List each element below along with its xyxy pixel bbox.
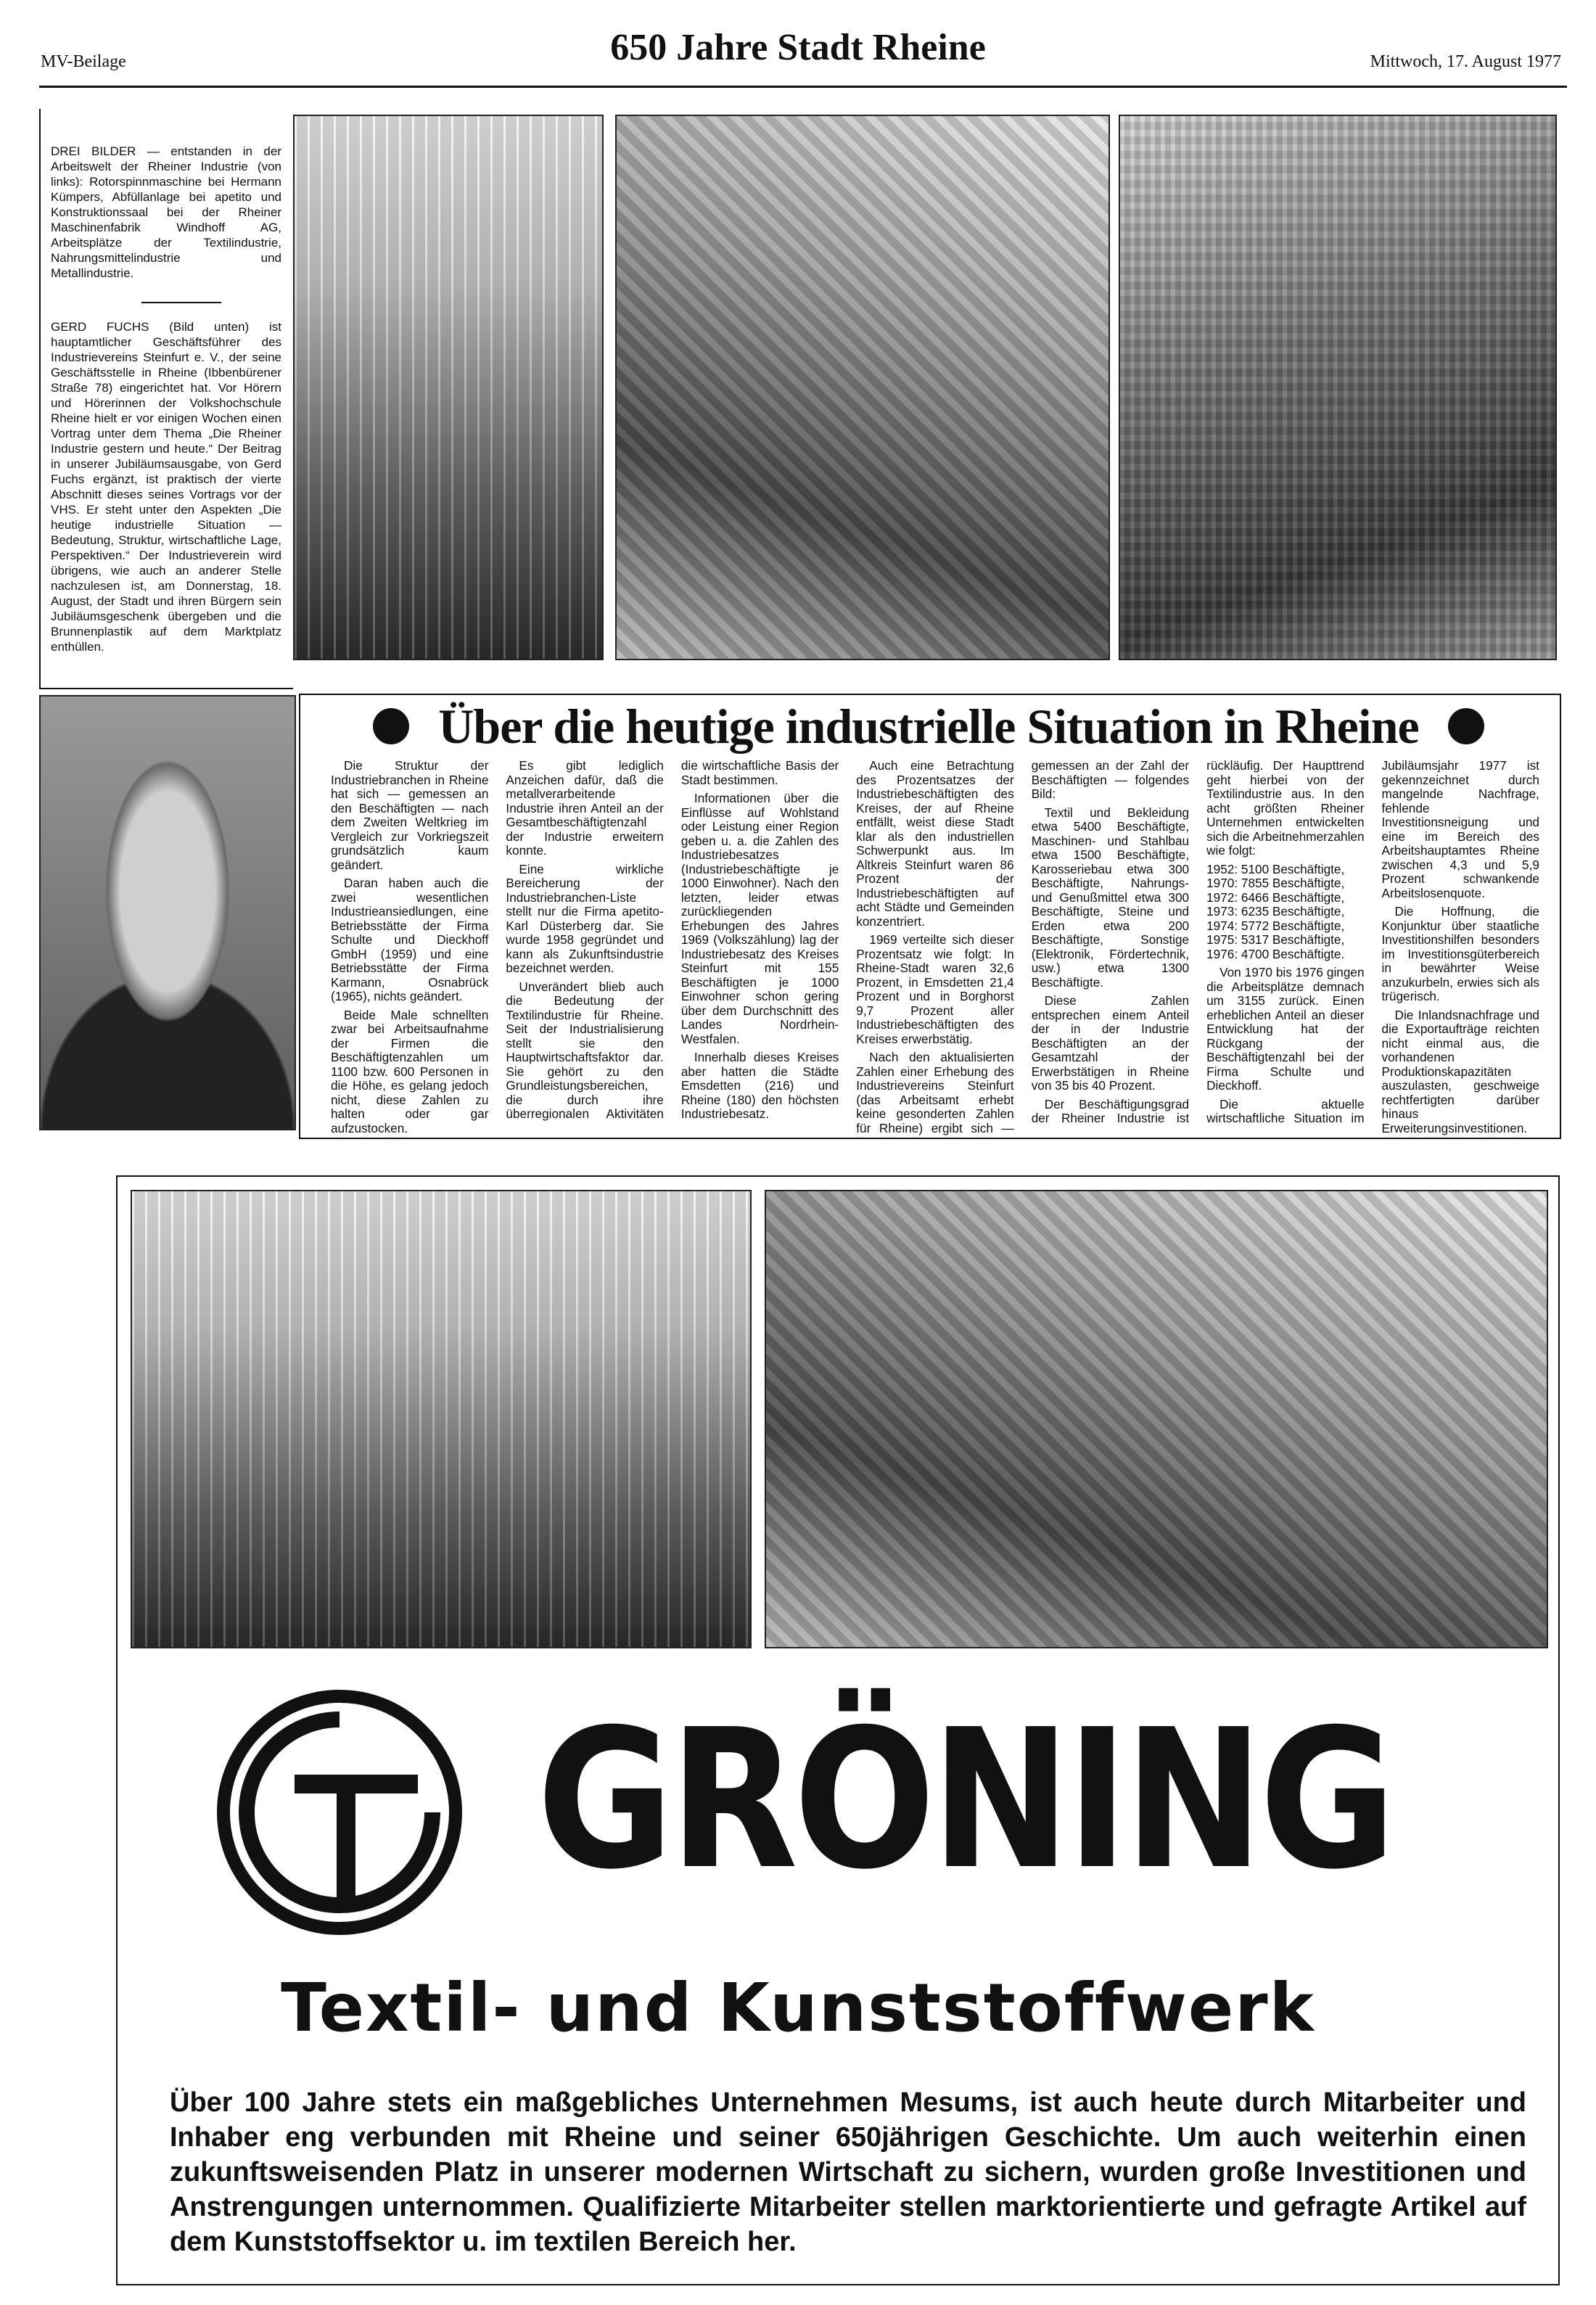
article-paragraph: Der Beschäftigungsgrad der Rheiner Industrie ist rückläufig. Der Haupttrend geht hierbei von der Textilindustrie aus. In den acht größten Rheiner Unternehmen entwickelten sich die Arbeitnehmerzahlen wie folgt:	[1031, 759, 1365, 1125]
sidebar-frame-left	[39, 109, 41, 689]
article-headline: Über die heutige industrielle Situation in Rheine	[438, 698, 1419, 754]
stat-line: 1975: 5317 Beschäftigte,	[1206, 932, 1345, 947]
photo-weaving-hall	[131, 1190, 752, 1648]
photo-filling-plant	[615, 115, 1110, 660]
article-paragraph: 1969 verteilte sich dieser Prozentsatz wie folgt: In Rheine-Stadt waren 32,6 Prozent, in Emsdetten 21,4 Prozent und in Borghorst 9,7 Prozent aller Industriebeschäftigten des Kreises erwerbstätig.	[856, 932, 1014, 1046]
stat-line: 1972: 6466 Beschäftigte,	[1206, 889, 1345, 905]
photo-caption: DREI BILDER — entstanden in der Arbeitswelt der Rheiner Industrie (von links): Rotorspinnmaschine bei Hermann Kümpers, Abfüllanlage bei apetito und Konstruktionssaal bei der Rheiner Maschinenfabrik Windhoff AG, Arbeitsplätze der Textilindustrie, Nahrungsmittelindustrie und Metallindustrie.	[51, 144, 281, 280]
stat-line: 1970: 7855 Beschäftigte,	[1206, 876, 1345, 890]
article-paragraph: Beide Male schnellten zwar bei Arbeitsaufnahme der Firmen die Beschäftigtenzahlen um 1100 bzw. 600 Personen in die Höhe, es gelang jedoch nicht, diese Zahlen zu halten oder gar aufzustocken.	[331, 1007, 489, 1135]
photo-construction-hall	[1119, 115, 1557, 660]
issue-date: Mittwoch, 17. August 1977	[1370, 52, 1561, 71]
ad-copy-text: Über 100 Jahre stets ein maßgebliches Unternehmen Mesums, ist auch heute durch Mitarbeiter und Inhaber eng verbunden mit Rheine und seiner 650jährigen Geschichte. Um auch weiterhin einen zukunftsweisenden Platz in unserer modernen Wirtschaft zu sichern, wurden große Investitionen und Anstrengungen unternommen. Qualifizierte Mitarbeiter stellen marktorientierte und gefragte Artikel auf dem Kunststoffsektor u. im textilen Bereich her.	[170, 2087, 1526, 2257]
headline-bullet-icon	[373, 708, 409, 744]
article-frame-top	[299, 694, 1561, 695]
gt-circle-logo-icon	[215, 1688, 464, 1937]
article-paragraph: Diese Zahlen entsprechen einem Anteil der in der Industrie Beschäftigten an der Gesamtzahl der Erwerbstätigen in Rheine von 35 bis 40 Prozent.	[1031, 993, 1190, 1093]
article-paragraph: Auch eine Betrachtung des Prozentsatzes der Industriebeschäftigten des Kreises, der auf Rheine entfällt, weist diese Stadt klar als den industriellen Schwerpunkt aus. Im Altkreis Steinfurt waren 86 Prozent der Industriebeschäftigten auf acht Städte und Gemeinden konzentriert.	[856, 759, 1014, 929]
article-body	[331, 759, 1539, 1136]
sidebar-captions	[51, 144, 281, 288]
article-paragraph: Eine wirkliche Bereicherung der Industriebranchen-Liste stellt nur die Firma apetito-Karl Düsterberg dar. Sie wurde 1958 gegründet und kann als Zukunftsindustrie bezeichnet werden.	[506, 861, 664, 975]
article-paragraph: Die Hoffnung, die Konjunktur über staatliche Investitionshilfen besonders im Investitionsgüterbereich in bewährter Weise anzukurbeln, erwies sich als trügerisch.	[1381, 904, 1539, 1003]
article-frame-right	[1560, 694, 1561, 1139]
photo-author-portrait	[39, 695, 296, 1130]
stat-line: 1974: 5772 Beschäftigte,	[1206, 918, 1345, 933]
stat-line: 1973: 6235 Beschäftigte,	[1206, 904, 1345, 919]
employment-stats	[1206, 863, 1364, 962]
article-paragraph: Innerhalb dieses Kreises aber hatten die Städte Emsdetten (216) und Rheine (180) den höchsten Industriebesatz.	[680, 1050, 839, 1121]
article-paragraph: Daran haben auch die zwei wesentlichen Industrieansiedlungen, eine Betriebsstätte der Firma Schulte und Dieckhoff GmbH (1959) und eine Betriebsstätte der Firma Karmann, Osnabrück (1965), nichts geändert.	[331, 876, 489, 1003]
author-caption: GERD FUCHS (Bild unten) ist hauptamtlicher Geschäftsführer des Industrievereins Steinfurt e. V., der seine Geschäftsstelle in Rheine (Ibbenbürener Straße 78) eingerichtet hat. Vor Hörern und Hörerinnen der Volkshochschule Rheine hielt er vor einigen Wochen einen Vortrag unter dem Thema „Die Rheiner Industrie gestern und heute.“ Der Beitrag in unserer Jubiläumsausgabe, von Gerd Fuchs ergänzt, ist praktisch der vierte Abschnitt dieses seines Vortrags vor der VHS. Er steht unter den Aspekten „Die heutige industrielle Situation — Bedeutung, Struktur, wirtschaftliche Lage, Perspektiven.“ Der Industrieverein wird übrigens, wie auch an anderer Stelle nachzulesen ist, am Donnerstag, 18. August, der Stadt und ihren Bürgern sein Jubiläumsgeschenk übergeben und die Brunnenplastik auf dem Marktplatz enthüllen.	[51, 320, 281, 654]
article-paragraph: Die aktuelle wirtschaftliche Situation im Jubiläumsjahr 1977 ist gekennzeichnet durch mangelnde Nachfrage, fehlende Investitionsneigung und eine im Bereich des Arbeitshauptamtes Rheine zwischen 4,3 und 5,9 Prozent schwankende Arbeitslosenquote.	[1206, 759, 1539, 1125]
article-paragraph: Es gibt lediglich Anzeichen dafür, daß die metallverarbeitende Industrie ihren Anteil an der Gesamtbeschäftigtenzahl der Industrie erweitern konnte.	[506, 759, 664, 858]
page-title: 650 Jahre Stadt Rheine	[610, 27, 986, 68]
article-frame-left	[299, 694, 300, 1139]
masthead-rule	[39, 86, 1567, 88]
article-paragraph: Von 1970 bis 1976 gingen die Arbeitsplätze demnach um 3155 zurück. Einen erheblichen Anteil an dieser Entwicklung hat der Rückgang der Beschäftigtenzahl bei der Firma Schulte und Dieckhoff.	[1206, 965, 1365, 1093]
headline-bullet-icon	[1448, 708, 1484, 744]
article-frame-bottom	[299, 1138, 1561, 1139]
article-paragraph: Unverändert blieb auch die Bedeutung der Textilindustrie für Rheine. Seit der Industrialisierung stellt sie den Hauptwirtschaftsfaktor dar. Sie gehört zu den Grundleistungsbereichen, die durch ihre überregionalen Aktivitäten die wirtschaftliche Basis der Stadt bestimmen.	[506, 759, 839, 1121]
stat-line: 1976: 4700 Beschäftigte.	[1206, 946, 1345, 961]
article-paragraph: Die Inlandsnachfrage und die Exportaufträge reichten nicht einmal aus, die vorhandenen Produktionskapazitäten auszulasten, geschweige rechtfertigten darüber hinaus Erweiterungsinvestitionen.	[1381, 1007, 1539, 1135]
brand-subtitle: Textil- und Kunststoffwerk	[281, 1969, 1315, 2047]
article-paragraph: Nach den aktualisierten Zahlen einer Erhebung des Industrievereins Steinfurt (das Arbeitsamt erhebt keine gesonderten Zahlen für Rheine) ergibt sich — gemessen an der Zahl der Beschäftigten — folgendes Bild:	[856, 759, 1190, 1135]
brand-name: GRÖNING	[537, 1689, 1392, 1912]
stat-line: 1952: 5100 Beschäftigte,	[1206, 861, 1345, 876]
article-paragraph: Die Struktur der Industriebranchen in Rheine hat sich — gemessen an den Beschäftigten — nach dem Zweiten Weltkrieg im Vergleich zur Vorkriegszeit grundsätzlich kaum geändert.	[331, 759, 489, 872]
sidebar-frame-bottom	[39, 688, 293, 689]
photo-rotor-spinning	[293, 115, 604, 660]
article-headline-row	[305, 698, 1552, 754]
author-caption-block	[51, 319, 281, 662]
caption-divider	[141, 302, 221, 303]
article-paragraph: Informationen über die Einflüsse auf Wohlstand oder Leistung einer Region geben u. a. die Zahlen des Industriebesatzes (Industriebeschäftigte je 1000 Einwohner). Nach den letzten, leider etwas zurückliegenden Erhebungen des Jahres 1969 (Volkszählung) lag der Industriebesatz des Kreises Steinfurt mit 155 Beschäftigten je 1000 Einwohner schon gering über dem Durchschnitt des Landes Nordrhein-Westfalen.	[680, 791, 839, 1046]
photo-production-hall	[765, 1190, 1548, 1648]
supplement-label: MV-Beilage	[41, 52, 126, 71]
article-paragraph: Textil und Bekleidung etwa 5400 Beschäftigte, Maschinen- und Stahlbau etwa 1500 Beschäftigte, Karosseriebau etwa 300 Beschäftigte, Nahrungs- und Genußmittel etwa 300 Beschäftigte, Steine und Erden etwa 200 Beschäftigte, Sonstige (Elektronik, Fördertechnik, usw.) etwa 1300 Beschäftigte.	[1031, 805, 1190, 990]
